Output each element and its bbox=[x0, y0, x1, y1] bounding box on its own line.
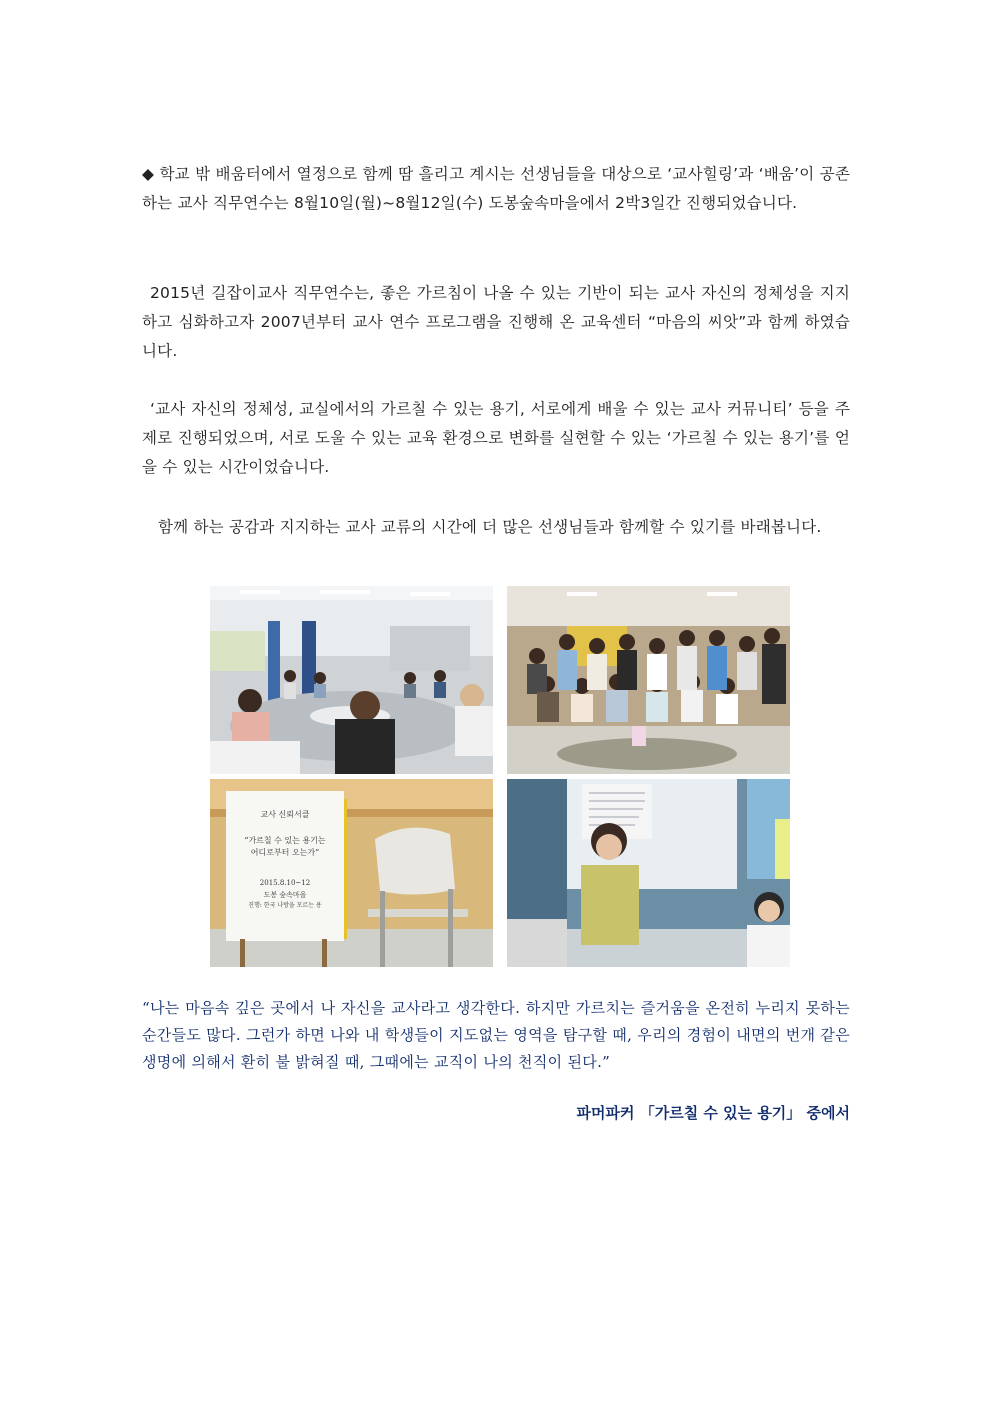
quote-text: “나는 마음속 깊은 곳에서 나 자신을 교사라고 생각한다. 하지만 가르치는 즐거움을 온전히 누리지 못하는 순간들도 많다. 그런가 하면 나와 내 학생들이 지도없는 영역을 탐구할 때, 우리의 경험이 내면의 번개 같은 생명에 의해서 환히 불 밝혀질 때, 그때에는 교직이 나의 천직이 된다.” bbox=[142, 999, 850, 1071]
sign-line-2: “가르칠 수 있는 용기는 bbox=[244, 836, 326, 845]
sign-line-1: 교사 신뢰서클 bbox=[260, 810, 310, 819]
sign-line-6: 진행: 한국 나방을 모르는 용 bbox=[248, 902, 322, 909]
photo-teacher-circle bbox=[210, 586, 493, 774]
sign-line-3: 어디로부터 오는가” bbox=[250, 848, 320, 857]
quote-source: 파머파커 「가르칠 수 있는 용기」 중에서 bbox=[576, 1104, 850, 1122]
easel-sign bbox=[228, 795, 342, 935]
intro-paragraph: ◆ 학교 밖 배움터에서 열정으로 함께 땀 흘리고 계시는 선생님들을 대상으로 ‘교사힐링’과 ‘배움’이 공존하는 교사 직무연수는 8월10일(월)~8월12일(수) 도봉숲속마을에서 2박3일간 진행되었습니다. bbox=[142, 165, 850, 212]
closing-paragraph: 함께 하는 공감과 지지하는 교사 교류의 시간에 더 많은 선생님들과 함께할 수 있기를 바래봅니다. bbox=[158, 518, 822, 536]
sign-line-5: 도봉 숲속마을 bbox=[263, 891, 307, 899]
photo-speaker bbox=[507, 779, 790, 967]
sign-line-4: 2015.8.10~12 bbox=[259, 879, 311, 887]
themes-paragraph: ‘교사 자신의 정체성, 교실에서의 가르칠 수 있는 용기, 서로에게 배울 수 있는 교사 커뮤니티’ 등을 주제로 진행되었으며, 서로 도울 수 있는 교육 환경으로 변화를 실현할 수 있는 ‘가르칠 수 있는 용기’를 얻을 수 있는 시간이었습니다. bbox=[142, 400, 850, 476]
training-paragraph: 2015년 길잡이교사 직무연수는, 좋은 가르침이 나올 수 있는 기반이 되는 교사 자신의 정체성을 지지하고 심화하고자 2007년부터 교사 연수 프로그램을 진행해 온 교육센터 “마음의 씨앗”과 함께 하였습니다. bbox=[142, 284, 850, 360]
photo-easel-sign bbox=[210, 779, 493, 967]
photo-group bbox=[507, 586, 790, 774]
